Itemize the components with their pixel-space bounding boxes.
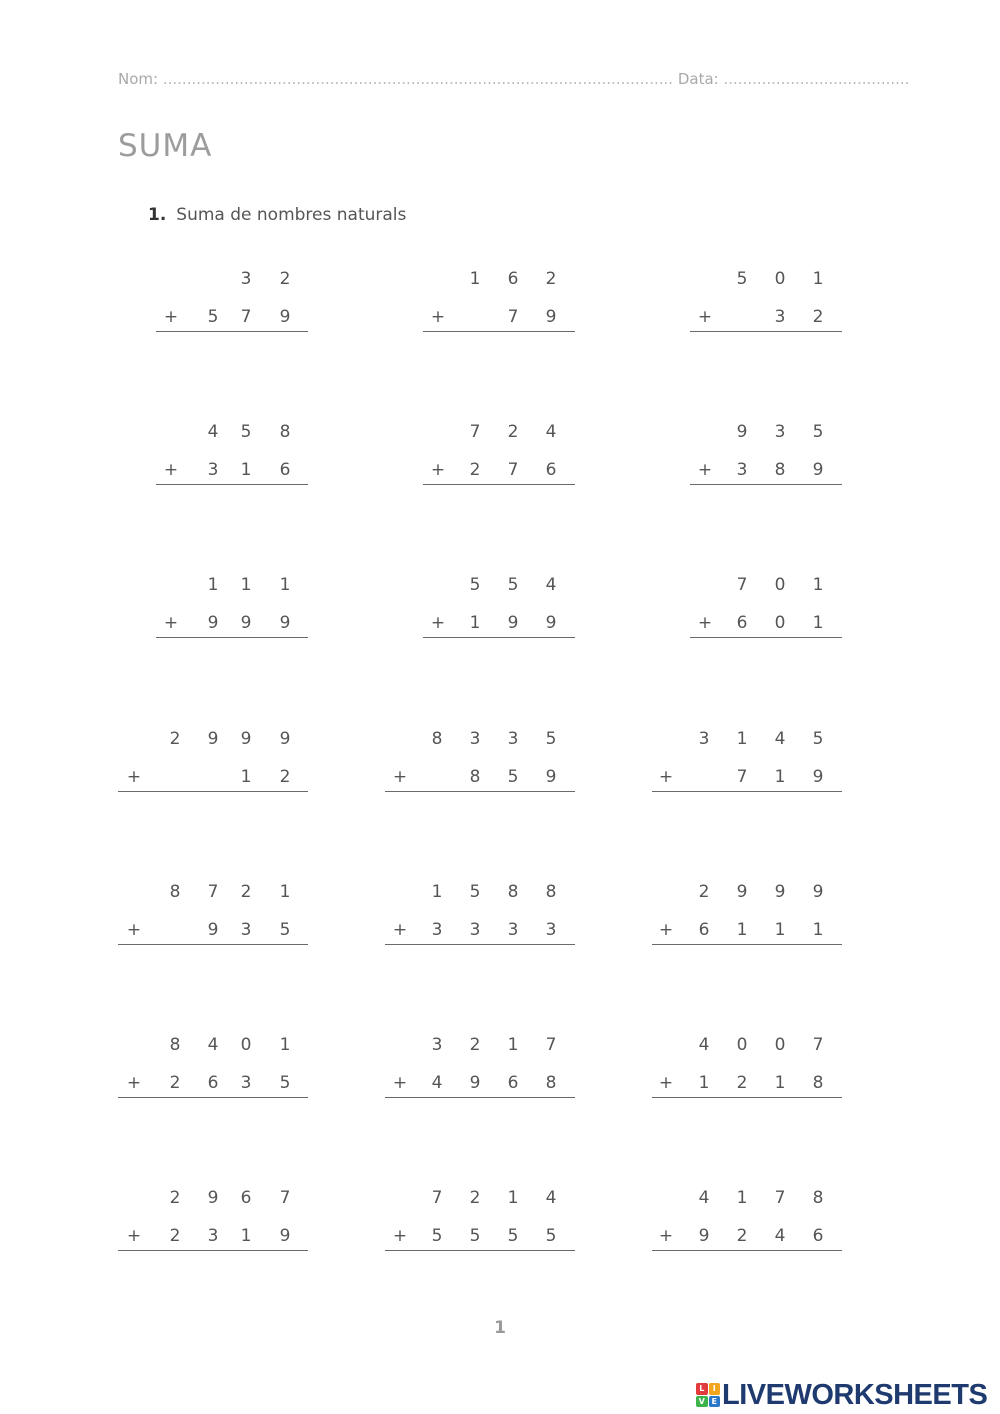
digit: 5 (507, 767, 519, 787)
digit: 3 (545, 920, 557, 940)
digit: 7 (812, 1035, 824, 1055)
sum-line (385, 1097, 575, 1098)
addition-problem (423, 419, 575, 499)
digit: 9 (207, 1188, 219, 1208)
plus-sign: + (658, 1226, 674, 1246)
digit: 5 (240, 422, 252, 442)
sum-line (156, 484, 308, 485)
digit: 8 (169, 1035, 181, 1055)
digit: 7 (507, 460, 519, 480)
digit: 6 (507, 1073, 519, 1093)
digit: 8 (169, 882, 181, 902)
digit: 6 (698, 920, 710, 940)
digit: 3 (736, 460, 748, 480)
digit: 5 (812, 422, 824, 442)
digit: 1 (431, 882, 443, 902)
top-operand (690, 266, 842, 292)
digit: 1 (279, 575, 291, 595)
digit: 2 (812, 307, 824, 327)
digit: 1 (469, 613, 481, 633)
sum-line (690, 637, 842, 638)
bottom-operand (156, 610, 308, 636)
digit: 7 (469, 422, 481, 442)
bottom-operand (385, 1070, 575, 1096)
digit: 7 (774, 1188, 786, 1208)
digit: 9 (545, 307, 557, 327)
digit: 6 (545, 460, 557, 480)
digit: 1 (279, 1035, 291, 1055)
name-label: Nom: (118, 70, 159, 88)
top-operand (423, 572, 575, 598)
addition-problem (156, 419, 308, 499)
addition-problem (118, 879, 308, 959)
bottom-operand (690, 457, 842, 483)
plus-sign: + (430, 613, 446, 633)
sum-line (423, 637, 575, 638)
digit: 2 (240, 882, 252, 902)
bottom-operand (652, 764, 842, 790)
bottom-operand (385, 764, 575, 790)
digit: 8 (812, 1188, 824, 1208)
digit: 5 (207, 307, 219, 327)
sum-line (423, 484, 575, 485)
plus-sign: + (658, 767, 674, 787)
top-operand (652, 879, 842, 905)
addition-problem (652, 1032, 842, 1112)
digit: 8 (545, 1073, 557, 1093)
bottom-operand (423, 457, 575, 483)
digit: 2 (469, 460, 481, 480)
top-operand (385, 1032, 575, 1058)
bottom-operand (118, 764, 308, 790)
sum-line (652, 944, 842, 945)
digit: 4 (698, 1035, 710, 1055)
digit: 2 (169, 729, 181, 749)
addition-problem (118, 1032, 308, 1112)
digit: 5 (469, 882, 481, 902)
bottom-operand (385, 1223, 575, 1249)
digit: 1 (240, 767, 252, 787)
plus-sign: + (392, 1226, 408, 1246)
digit: 1 (240, 1226, 252, 1246)
plus-sign: + (697, 460, 713, 480)
digit: 3 (240, 920, 252, 940)
sum-line (385, 1250, 575, 1251)
digit: 2 (169, 1073, 181, 1093)
digit: 2 (545, 269, 557, 289)
digit: 8 (279, 422, 291, 442)
digit: 9 (774, 882, 786, 902)
digit: 5 (279, 920, 291, 940)
digit: 2 (279, 269, 291, 289)
digit: 8 (774, 460, 786, 480)
logo-letter: V (696, 1396, 708, 1408)
digit: 1 (812, 920, 824, 940)
bottom-operand (385, 917, 575, 943)
digit: 7 (431, 1188, 443, 1208)
digit: 4 (207, 1035, 219, 1055)
top-operand (156, 266, 308, 292)
sum-line (652, 791, 842, 792)
digit: 6 (812, 1226, 824, 1246)
digit: 8 (431, 729, 443, 749)
logo-letter: L (696, 1383, 708, 1395)
sum-line (156, 331, 308, 332)
digit: 8 (507, 882, 519, 902)
plus-sign: + (126, 1226, 142, 1246)
digit: 5 (431, 1226, 443, 1246)
addition-problem (156, 572, 308, 652)
digit: 9 (812, 460, 824, 480)
addition-problem (385, 1185, 575, 1265)
digit: 0 (736, 1035, 748, 1055)
bottom-operand (690, 610, 842, 636)
digit: 9 (736, 422, 748, 442)
bottom-operand (118, 1070, 308, 1096)
digit: 3 (240, 1073, 252, 1093)
plus-sign: + (658, 1073, 674, 1093)
digit: 1 (736, 920, 748, 940)
top-operand (156, 419, 308, 445)
digit: 2 (169, 1188, 181, 1208)
digit: 6 (279, 460, 291, 480)
bottom-operand (156, 457, 308, 483)
digit: 3 (507, 920, 519, 940)
plus-sign: + (392, 920, 408, 940)
sum-line (385, 791, 575, 792)
digit: 1 (507, 1188, 519, 1208)
plus-sign: + (392, 1073, 408, 1093)
digit: 7 (240, 307, 252, 327)
addition-problem (652, 879, 842, 959)
digit: 2 (279, 767, 291, 787)
bottom-operand (652, 1070, 842, 1096)
digit: 3 (431, 920, 443, 940)
digit: 1 (774, 767, 786, 787)
digit: 2 (507, 422, 519, 442)
exercise-heading (148, 205, 406, 225)
digit: 4 (545, 1188, 557, 1208)
digit: 3 (698, 729, 710, 749)
name-field-dots[interactable]: ........................................................................................................... (162, 70, 674, 88)
digit: 8 (469, 767, 481, 787)
bottom-operand (423, 304, 575, 330)
addition-problem (385, 1032, 575, 1112)
sum-line (385, 944, 575, 945)
digit: 0 (774, 269, 786, 289)
digit: 4 (774, 729, 786, 749)
digit: 5 (812, 729, 824, 749)
top-operand (385, 1185, 575, 1211)
addition-problem (652, 726, 842, 806)
digit: 9 (545, 767, 557, 787)
digit: 7 (736, 767, 748, 787)
digit: 9 (207, 920, 219, 940)
digit: 4 (545, 422, 557, 442)
bottom-operand (118, 1223, 308, 1249)
digit: 3 (469, 920, 481, 940)
top-operand (385, 879, 575, 905)
digit: 1 (240, 575, 252, 595)
digit: 8 (812, 1073, 824, 1093)
digit: 0 (774, 575, 786, 595)
digit: 4 (774, 1226, 786, 1246)
digit: 2 (469, 1035, 481, 1055)
plus-sign: + (126, 920, 142, 940)
digit: 9 (279, 729, 291, 749)
plus-sign: + (163, 613, 179, 633)
addition-problem (690, 419, 842, 499)
addition-problem (690, 266, 842, 346)
digit: 9 (279, 307, 291, 327)
digit: 1 (240, 460, 252, 480)
digit: 1 (774, 1073, 786, 1093)
digit: 1 (774, 920, 786, 940)
top-operand (423, 266, 575, 292)
plus-sign: + (697, 307, 713, 327)
digit: 8 (545, 882, 557, 902)
exercise-number: 1. (148, 205, 167, 225)
digit: 7 (736, 575, 748, 595)
bottom-operand (690, 304, 842, 330)
date-label: Data: (677, 70, 719, 88)
digit: 3 (207, 460, 219, 480)
top-operand (156, 572, 308, 598)
top-operand (385, 726, 575, 752)
digit: 2 (469, 1188, 481, 1208)
sum-line (118, 1250, 308, 1251)
sum-line (118, 791, 308, 792)
digit: 9 (240, 729, 252, 749)
top-operand (652, 726, 842, 752)
digit: 4 (545, 575, 557, 595)
digit: 4 (431, 1073, 443, 1093)
digit: 4 (698, 1188, 710, 1208)
addition-problem (156, 266, 308, 346)
digit: 9 (812, 767, 824, 787)
digit: 9 (240, 613, 252, 633)
digit: 5 (507, 575, 519, 595)
bottom-operand (118, 917, 308, 943)
sum-line (118, 1097, 308, 1098)
bottom-operand (423, 610, 575, 636)
bottom-operand (652, 1223, 842, 1249)
digit: 9 (207, 613, 219, 633)
top-operand (423, 419, 575, 445)
digit: 0 (774, 1035, 786, 1055)
plus-sign: + (163, 307, 179, 327)
digit: 2 (736, 1226, 748, 1246)
digit: 3 (774, 307, 786, 327)
digit: 9 (545, 613, 557, 633)
top-operand (652, 1185, 842, 1211)
brand-text: LIVEWORKSHEETS (722, 1378, 988, 1411)
plus-sign: + (163, 460, 179, 480)
digit: 7 (545, 1035, 557, 1055)
digit: 9 (698, 1226, 710, 1246)
addition-problem (118, 726, 308, 806)
digit: 7 (507, 307, 519, 327)
plus-sign: + (430, 460, 446, 480)
digit: 5 (279, 1073, 291, 1093)
exercise-text: Suma de nombres naturals (176, 205, 407, 225)
top-operand (118, 726, 308, 752)
digit: 9 (279, 613, 291, 633)
digit: 0 (774, 613, 786, 633)
sum-line (118, 944, 308, 945)
digit: 5 (469, 575, 481, 595)
digit: 5 (545, 729, 557, 749)
logo-letter: E (709, 1396, 721, 1408)
digit: 9 (736, 882, 748, 902)
digit: 3 (207, 1226, 219, 1246)
plus-sign: + (126, 1073, 142, 1093)
digit: 1 (812, 269, 824, 289)
digit: 9 (507, 613, 519, 633)
digit: 5 (469, 1226, 481, 1246)
digit: 2 (698, 882, 710, 902)
liveworksheets-brand[interactable] (696, 1378, 987, 1412)
digit: 6 (736, 613, 748, 633)
digit: 9 (469, 1073, 481, 1093)
plus-sign: + (658, 920, 674, 940)
digit: 0 (240, 1035, 252, 1055)
addition-problem (423, 266, 575, 346)
top-operand (118, 879, 308, 905)
digit: 6 (207, 1073, 219, 1093)
digit: 1 (736, 1188, 748, 1208)
sum-line (156, 637, 308, 638)
sum-line (652, 1250, 842, 1251)
digit: 2 (169, 1226, 181, 1246)
digit: 1 (507, 1035, 519, 1055)
plus-sign: + (430, 307, 446, 327)
digit: 9 (207, 729, 219, 749)
addition-problem (118, 1185, 308, 1265)
digit: 1 (207, 575, 219, 595)
digit: 1 (469, 269, 481, 289)
digit: 1 (736, 729, 748, 749)
top-operand (652, 1032, 842, 1058)
digit: 3 (507, 729, 519, 749)
digit: 7 (279, 1188, 291, 1208)
digit: 1 (812, 575, 824, 595)
digit: 6 (240, 1188, 252, 1208)
addition-problem (690, 572, 842, 652)
liveworksheets-logo-icon (696, 1383, 720, 1407)
digit: 1 (279, 882, 291, 902)
addition-problem (423, 572, 575, 652)
plus-sign: + (392, 767, 408, 787)
page-number: 1 (494, 1318, 506, 1338)
top-operand (690, 572, 842, 598)
addition-problem (385, 879, 575, 959)
digit: 6 (507, 269, 519, 289)
sum-line (690, 331, 842, 332)
digit: 5 (507, 1226, 519, 1246)
digit: 3 (469, 729, 481, 749)
top-operand (118, 1185, 308, 1211)
sum-line (690, 484, 842, 485)
digit: 3 (240, 269, 252, 289)
digit: 9 (279, 1226, 291, 1246)
plus-sign: + (697, 613, 713, 633)
plus-sign: + (126, 767, 142, 787)
top-operand (690, 419, 842, 445)
bottom-operand (156, 304, 308, 330)
bottom-operand (652, 917, 842, 943)
addition-problem (385, 726, 575, 806)
digit: 5 (736, 269, 748, 289)
digit: 2 (736, 1073, 748, 1093)
header-line (118, 70, 910, 94)
digit: 3 (774, 422, 786, 442)
digit: 4 (207, 422, 219, 442)
digit: 1 (812, 613, 824, 633)
addition-problem (652, 1185, 842, 1265)
digit: 7 (207, 882, 219, 902)
logo-letter: I (709, 1383, 721, 1395)
digit: 9 (812, 882, 824, 902)
digit: 3 (431, 1035, 443, 1055)
digit: 1 (698, 1073, 710, 1093)
top-operand (118, 1032, 308, 1058)
digit: 5 (545, 1226, 557, 1246)
page-title: SUMA (118, 128, 213, 164)
sum-line (652, 1097, 842, 1098)
date-field-dots[interactable]: ....................................... (723, 70, 910, 88)
sum-line (423, 331, 575, 332)
